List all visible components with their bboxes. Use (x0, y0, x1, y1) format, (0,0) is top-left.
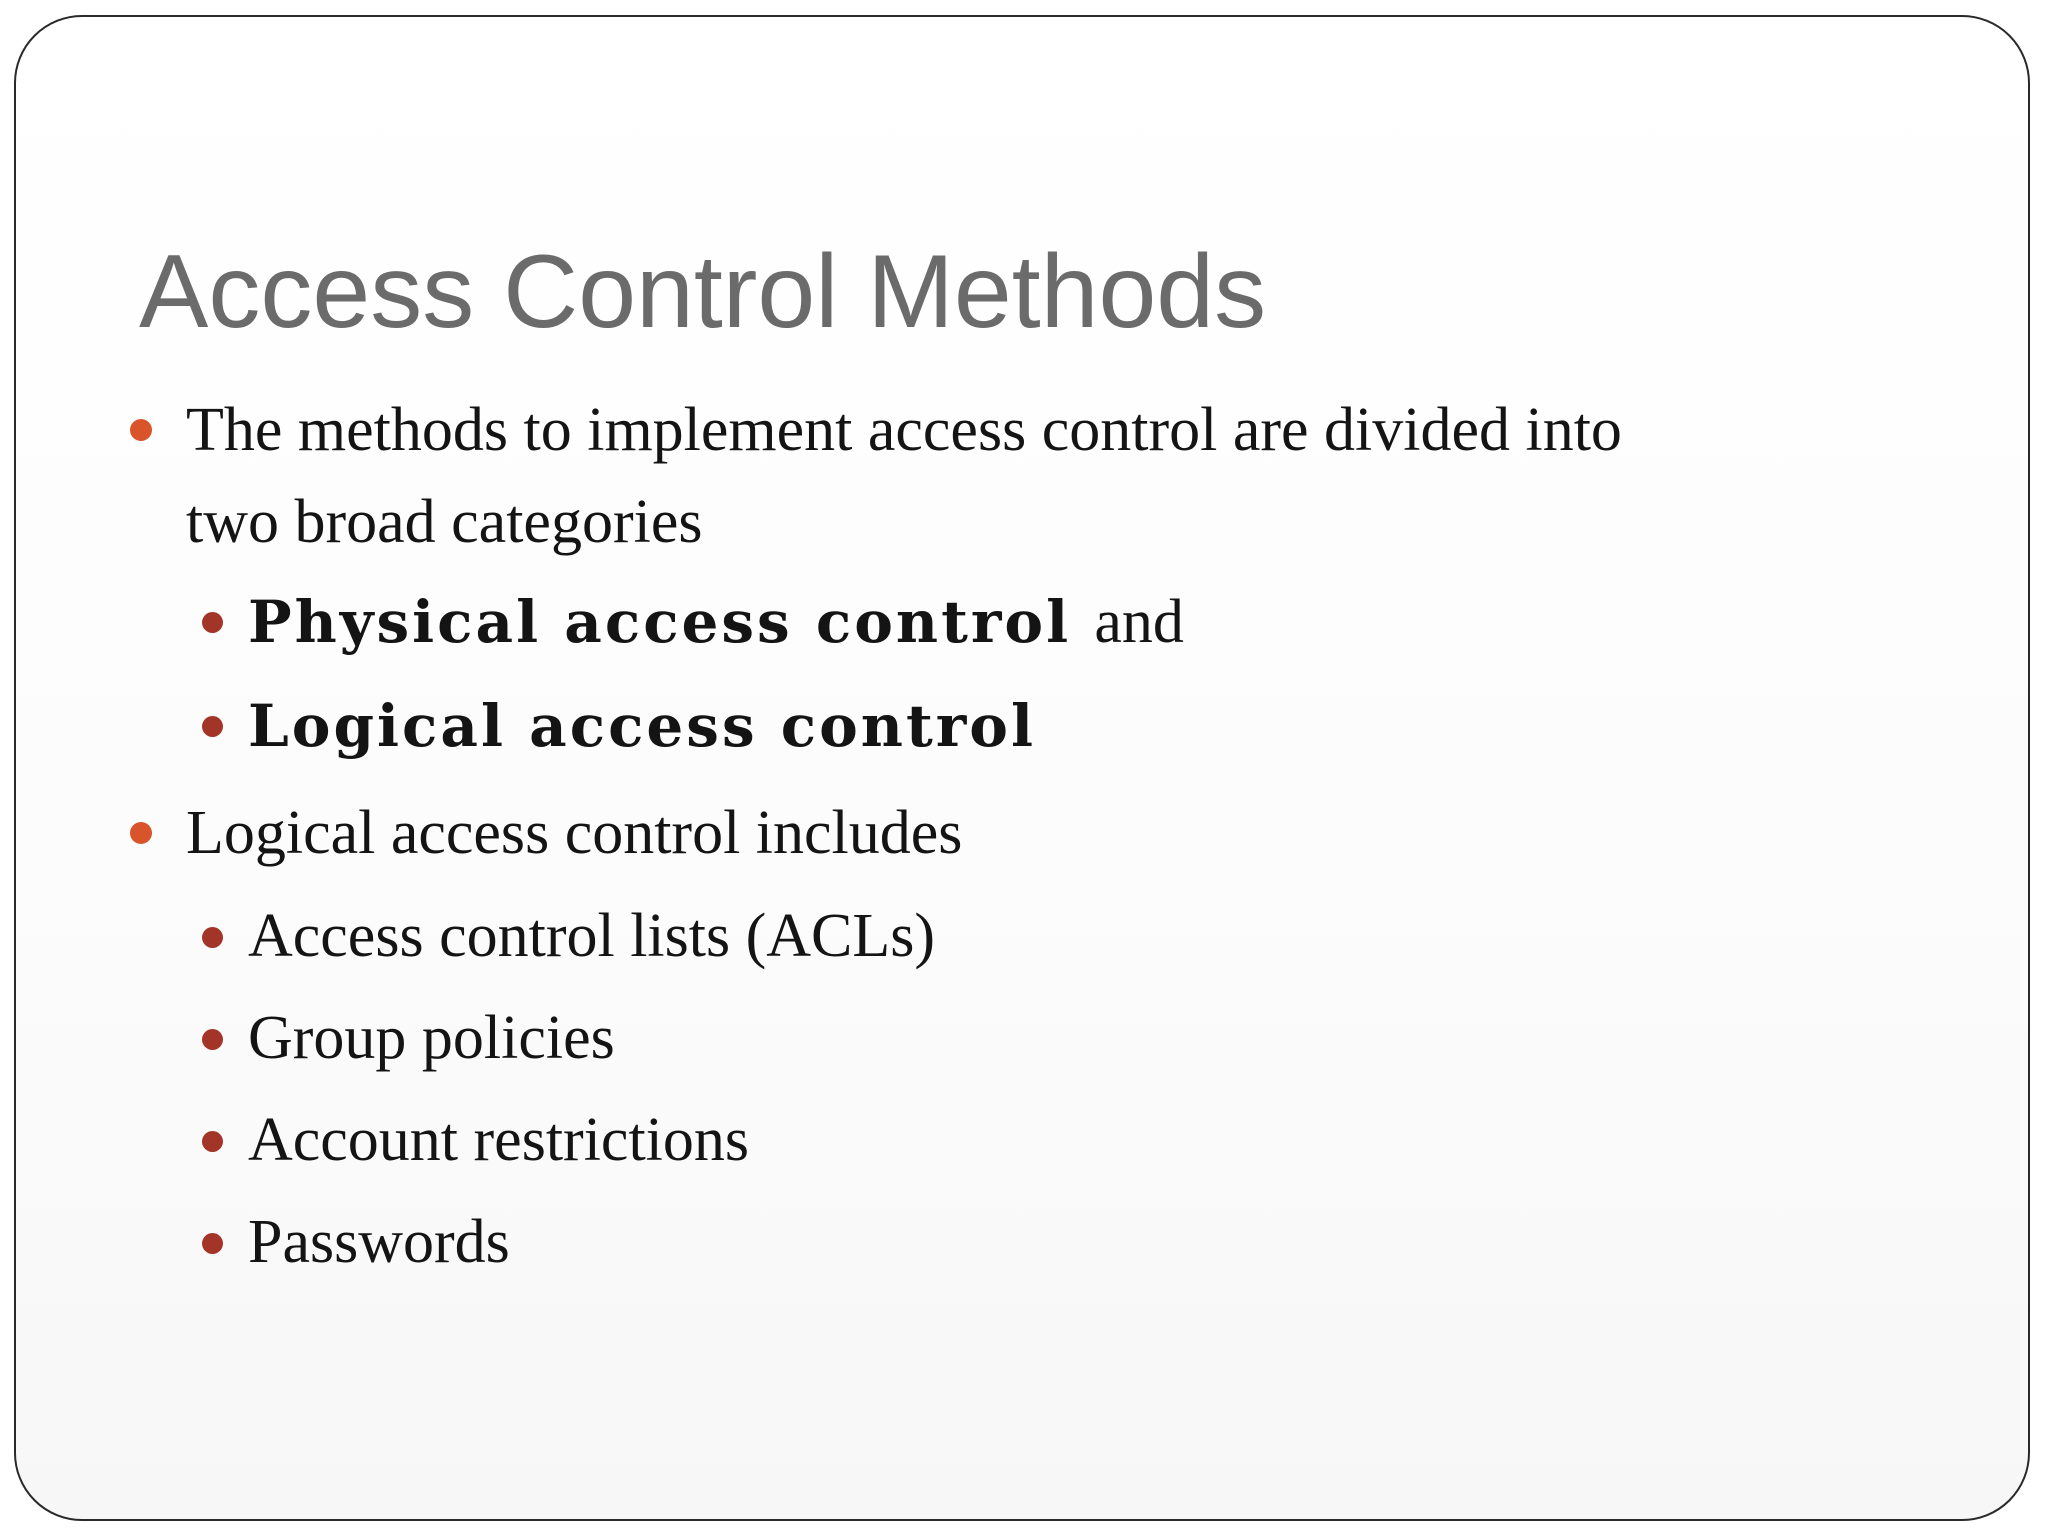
bullet-dot-icon (130, 822, 152, 844)
bullet-text: The methods to implement access control are divided into (186, 396, 1622, 464)
sub-bullet-dot-icon (202, 1131, 223, 1152)
bullet-text: Logical access control includes (186, 799, 963, 867)
bullet-dot-icon (130, 419, 152, 441)
sub-bullet-bold-text: Logical access control (248, 692, 1037, 760)
sub-bullet-dot-icon (202, 612, 223, 633)
sub-bullet-logical (248, 681, 1036, 771)
sub-bullet-suffix: and (1094, 588, 1184, 656)
sub-bullet-account-restrictions: Account restrictions (248, 1106, 750, 1174)
sub-bullet-dot-icon (202, 1233, 223, 1254)
sub-bullet-group-policies: Group policies (248, 1004, 615, 1072)
slide-title: Access Control Methods (139, 234, 1267, 350)
sub-bullet-acls: Access control lists (ACLs) (248, 902, 936, 970)
sub-bullet-bold-text: Physical access control (248, 588, 1072, 656)
sub-bullet-dot-icon (202, 1029, 223, 1050)
bullet-text-continuation: two broad categories (186, 488, 703, 556)
sub-bullet-dot-icon (202, 716, 223, 737)
sub-bullet-passwords: Passwords (248, 1208, 510, 1276)
sub-bullet-dot-icon (202, 927, 223, 948)
sub-bullet-physical (248, 577, 1184, 667)
